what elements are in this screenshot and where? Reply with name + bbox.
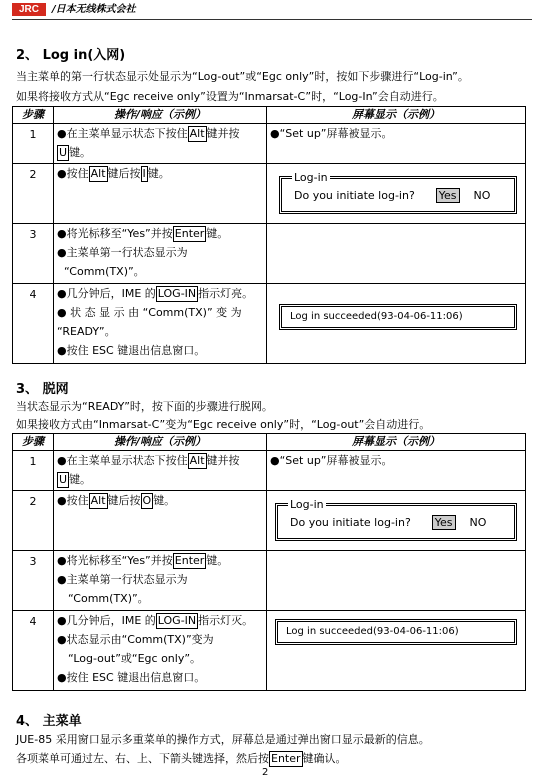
login-steps-table bbox=[12, 106, 526, 364]
op-text: ●将光标移至“Yes”并按 bbox=[57, 227, 173, 240]
op-text: ●按住 ESC 键退出信息窗口。 bbox=[57, 344, 206, 357]
alt-key: Alt bbox=[90, 167, 106, 180]
step-number: 3 bbox=[13, 224, 54, 284]
column-header: 步骤 bbox=[13, 434, 54, 451]
operation-cell bbox=[54, 451, 267, 491]
op-text: 指示灯亮。 bbox=[198, 287, 254, 300]
op-text: ●按住 bbox=[57, 167, 89, 180]
operation-cell bbox=[54, 224, 267, 284]
op-text: 键。 bbox=[206, 227, 229, 240]
screen-cell bbox=[267, 451, 526, 491]
op-text: 键。 bbox=[69, 146, 92, 159]
u-key: U bbox=[59, 146, 68, 159]
table-row bbox=[13, 491, 526, 551]
op-text: ●主菜单第一行状态显示为 bbox=[57, 573, 188, 586]
login-dialog bbox=[279, 171, 517, 214]
logout-steps-table bbox=[12, 433, 526, 691]
table-header-row bbox=[13, 107, 526, 124]
o-key: O bbox=[142, 494, 152, 507]
section-title-logout: 3、 脱网 bbox=[16, 382, 69, 397]
column-header: 操作/响应（示例） bbox=[54, 434, 267, 451]
column-header: 操作/响应（示例） bbox=[54, 107, 267, 124]
dialog-title: Log-in bbox=[290, 498, 324, 511]
dialog-title: Log-in bbox=[294, 171, 328, 184]
op-text: 键。 bbox=[206, 554, 229, 567]
no-option[interactable]: NO bbox=[469, 516, 487, 529]
step-number: 3 bbox=[13, 551, 54, 611]
op-text: ●主菜单第一行状态显示为 bbox=[57, 246, 188, 259]
screen-cell bbox=[267, 224, 526, 284]
no-option[interactable]: NO bbox=[473, 189, 491, 202]
operation-cell bbox=[54, 124, 267, 164]
login-dialog bbox=[275, 498, 517, 541]
yes-option[interactable]: Yes bbox=[436, 188, 460, 203]
column-header: 屏幕显示（示例） bbox=[267, 107, 526, 124]
op-text: ● 状 态 显 示 由 “Comm(TX)” 变 为 bbox=[57, 306, 242, 319]
op-text: ●将光标移至“Yes”并按 bbox=[57, 554, 173, 567]
step-number: 4 bbox=[13, 611, 54, 691]
alt-key: Alt bbox=[189, 127, 205, 140]
op-text: 键并按 bbox=[206, 454, 240, 467]
screen-text: ●“Set up”屏幕被显示。 bbox=[270, 127, 393, 140]
table-row bbox=[13, 284, 526, 364]
enter-key: Enter bbox=[271, 752, 301, 765]
step-number: 2 bbox=[13, 491, 54, 551]
table-row bbox=[13, 164, 526, 224]
section-title-login: 2、 Log in(入网) bbox=[16, 48, 126, 63]
paragraph: 当主菜单的第一行状态显示处显示为“Log-out”或“Egc only”时，按如下步骤进行“Log-in”。 bbox=[16, 70, 469, 83]
table-row bbox=[13, 451, 526, 491]
op-text: “Comm(TX)”。 bbox=[64, 265, 145, 278]
op-text: 键后按 bbox=[107, 167, 141, 180]
yes-option[interactable]: Yes bbox=[432, 515, 456, 530]
enter-key: Enter bbox=[174, 227, 205, 240]
operation-cell bbox=[54, 164, 267, 224]
op-text: 键。 bbox=[147, 167, 170, 180]
op-text: ●状态显示由“Comm(TX)”变为 bbox=[57, 633, 214, 646]
login-success-message: Log in succeeded(93-04-06-11:06) bbox=[279, 304, 517, 330]
login-success-message: Log in succeeded(93-04-06-11:06) bbox=[275, 619, 517, 645]
screen-cell bbox=[267, 284, 526, 364]
screen-cell bbox=[267, 124, 526, 164]
op-text: ●按住 bbox=[57, 494, 89, 507]
table-row bbox=[13, 551, 526, 611]
alt-key: Alt bbox=[189, 454, 205, 467]
enter-key: Enter bbox=[174, 554, 205, 567]
company-name: /日本无线株式会社 bbox=[52, 4, 136, 15]
table-header-row bbox=[13, 434, 526, 451]
paragraph: 当状态显示为“READY”时，按下面的步骤进行脱网。 bbox=[16, 400, 273, 413]
u-key: U bbox=[59, 473, 68, 486]
jrc-logo: JRC bbox=[12, 3, 46, 16]
op-text: 指示灯灭。 bbox=[198, 614, 254, 627]
op-text: 键后按 bbox=[107, 494, 141, 507]
paragraph: 如果将接收方式从“Egc receive only”设置为“Inmarsat-C”时，“Log-In”会自动进行。 bbox=[16, 90, 444, 103]
step-number: 2 bbox=[13, 164, 54, 224]
op-text: 键。 bbox=[153, 494, 176, 507]
operation-cell bbox=[54, 611, 267, 691]
i-key: I bbox=[142, 167, 146, 180]
op-text: ●按住 ESC 键退出信息窗口。 bbox=[57, 671, 206, 684]
step-number: 1 bbox=[13, 124, 54, 164]
table-row bbox=[13, 224, 526, 284]
op-text: “Comm(TX)”。 bbox=[68, 592, 149, 605]
op-text: ●几分钟后，IME 的 bbox=[57, 614, 156, 627]
op-text: ●在主菜单显示状态下按住 bbox=[57, 454, 188, 467]
paragraph-text: 键确认。 bbox=[302, 752, 347, 765]
op-text: 键并按 bbox=[206, 127, 240, 140]
page-number: 2 bbox=[262, 767, 269, 778]
operation-cell bbox=[54, 551, 267, 611]
paragraph bbox=[16, 750, 347, 767]
op-text: “READY”。 bbox=[57, 325, 116, 338]
column-header: 屏幕显示（示例） bbox=[267, 434, 526, 451]
dialog-question: Do you initiate log-in? bbox=[294, 189, 415, 202]
paragraph: JUE-85 采用窗口显示多重菜单的操作方式，屏幕总是通过弹出窗口显示最新的信息。 bbox=[16, 733, 430, 746]
column-header: 步骤 bbox=[13, 107, 54, 124]
operation-cell bbox=[54, 491, 267, 551]
screen-text: ●“Set up”屏幕被显示。 bbox=[270, 454, 393, 467]
table-row bbox=[13, 611, 526, 691]
step-number: 4 bbox=[13, 284, 54, 364]
op-text: “Log-out”或“Egc only”。 bbox=[68, 652, 202, 665]
operation-cell bbox=[54, 284, 267, 364]
paragraph-text: 各项菜单可通过左、右、上、下箭头键选择，然后按 bbox=[16, 752, 269, 765]
log-in-key: LOG-IN bbox=[157, 614, 197, 627]
log-in-key: LOG-IN bbox=[157, 287, 197, 300]
dialog-question: Do you initiate log-in? bbox=[290, 516, 411, 529]
op-text: ●几分钟后，IME 的 bbox=[57, 287, 156, 300]
op-text: ●在主菜单显示状态下按住 bbox=[57, 127, 188, 140]
alt-key: Alt bbox=[90, 494, 106, 507]
paragraph: 如果接收方式由“Inmarsat-C”变为“Egc receive only”时，“Log-out”会自动进行。 bbox=[16, 418, 431, 431]
step-number: 1 bbox=[13, 451, 54, 491]
table-row bbox=[13, 124, 526, 164]
op-text: 键。 bbox=[69, 473, 92, 486]
screen-cell bbox=[267, 551, 526, 611]
screen-cell bbox=[267, 611, 526, 691]
screen-cell bbox=[267, 164, 526, 224]
screen-cell bbox=[267, 491, 526, 551]
section-title-main-menu: 4、 主菜单 bbox=[16, 714, 82, 729]
header-rule bbox=[12, 19, 532, 20]
